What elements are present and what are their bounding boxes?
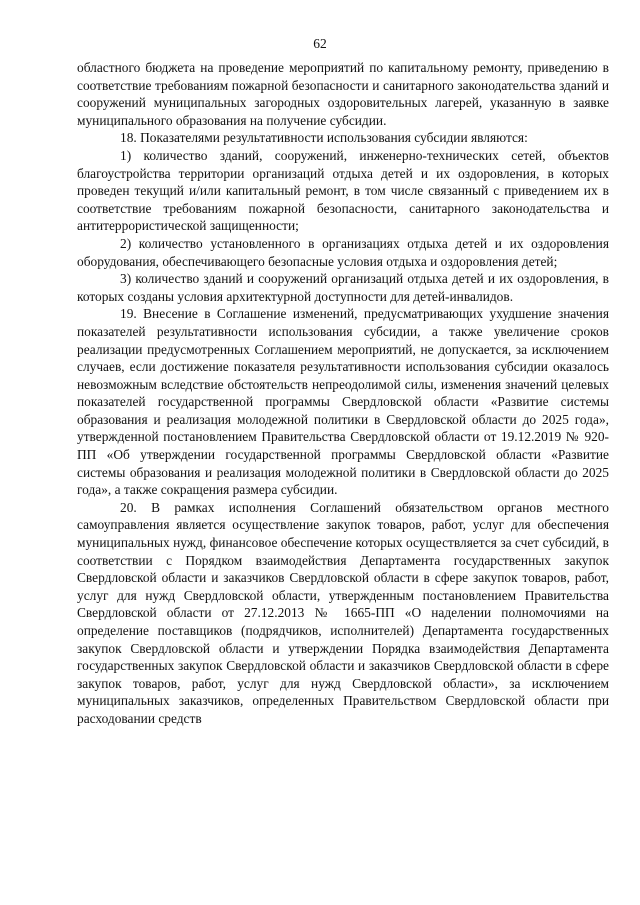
document-body <box>77 59 609 728</box>
paragraph-item-19: 19. Внесение в Соглашение изменений, предусматривающих ухудшение значения показателей результативности использования субсидии, а также увеличение сроков реализации предусмотренных Соглашением мероприятий, не допускается, за исключением случаев, если достижение показателя результативности использования субсидии оказалось невозможным вследствие обстоятельств непреодолимой силы, изменения значений целевых показателей государственной программы Свердловской области «Развитие системы образования и реализация молодежной политики в Свердловской области до 2025 года», утвержденной постановлением Правительства Свердловской области от 19.12.2019 № 920-ПП «Об утверждении государственной программы Свердловской области «Развитие системы образования и реализация молодежной политики в Свердловской области до 2025 года», а также сокращения размера субсидии. <box>77 306 609 498</box>
paragraph-item-18-2: 2) количество установленного в организациях отдыха детей и их оздоровления оборудования, обеспечивающего безопасные условия отдыха и оздоровления детей; <box>77 235 609 269</box>
paragraph-item-18-1: 1) количество зданий, сооружений, инженерно-технических сетей, объектов благоустройства территории организаций отдыха детей и их оздоровления, в которых проведен текущий и/или капитальный ремонт, в том числе связанный с приведением их в соответствие требованиям пожарной безопасности, санитарного законодательства и антитеррористической защищенности; <box>77 147 609 234</box>
page-number: 62 <box>313 36 327 51</box>
paragraph-item-18-3: 3) количество зданий и сооружений организаций отдыха детей и их оздоровления, в которых созданы условия архитектурной доступности для детей-инвалидов. <box>77 271 609 304</box>
paragraph-continuation: областного бюджета на проведение мероприятий по капитальному ремонту, приведению в соответствие требованиям пожарной безопасности и санитарного законодательства зданий и сооружений муниципальных загородных оздоровительных лагерей, указанную в заявке муниципального образования на получение субсидии. <box>77 60 609 128</box>
paragraph-item-18: 18. Показателями результативности использования субсидии являются: <box>120 130 528 146</box>
paragraph-item-20: 20. В рамках исполнения Соглашений обязательством органов местного самоуправления является осуществление закупок товаров, работ, услуг для обеспечения муниципальных нужд, финансовое обеспечение которых осуществляется за счет субсидий, в соответствии с Порядком взаимодействия Департамента государственных закупок Свердловской области и заказчиков Свердловской области в сфере закупок товаров, работ, услуг для нужд Свердловской области, утвержденным постановлением Правительства Свердловской области от 27.12.2013 № 1665-ПП «О наделении полномочиями на определение поставщиков (подрядчиков, исполнителей) Департамента государственных закупок Свердловской области и утверждении Порядка взаимодействия Департамента государственных закупок Свердловской области и заказчиков Свердловской области в сфере закупок товаров, работ, услуг для нужд Свердловской области», за исключением муниципальных заказчиков, определенных Правительством Свердловской области при расходовании средств <box>77 499 609 726</box>
